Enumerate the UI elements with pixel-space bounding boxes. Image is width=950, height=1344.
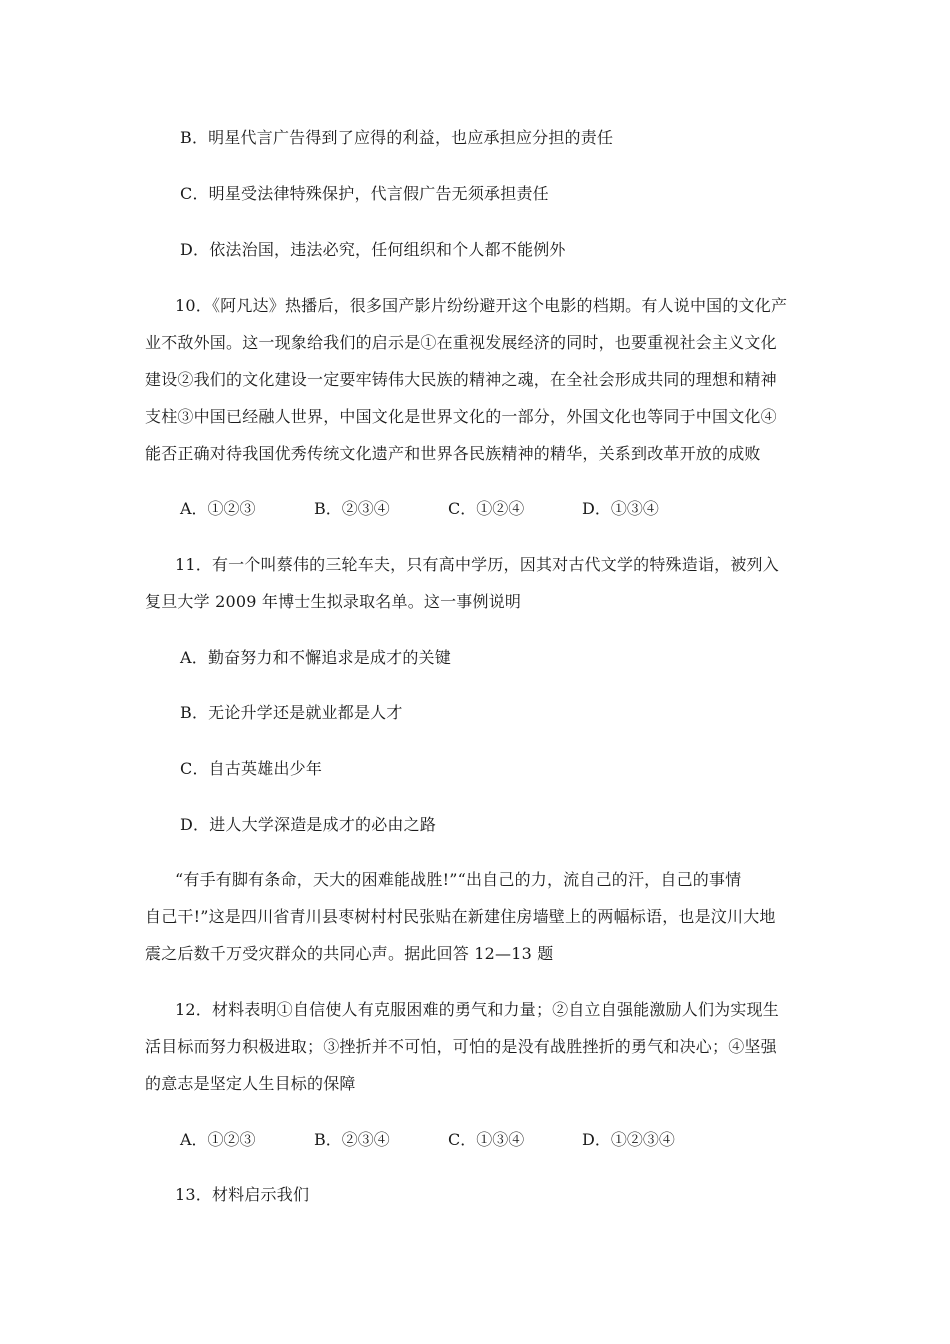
q12-option-a: A．①②③ (180, 1130, 256, 1149)
q9-option-b: B．明星代言广告得到了应得的利益，也应承担应分担的责任 (180, 128, 614, 147)
material-line: 自己干!”这是四川省青川县枣树村村民张贴在新建住房墙壁上的两幅标语，也是汶川大地 (145, 907, 776, 926)
material-line: “有手有脚有条命，天大的困难能战胜!”“出自己的力，流自己的汗，自己的事情 (175, 870, 742, 889)
material-line: 震之后数千万受灾群众的共同心声。据此回答 12—13 题 (145, 944, 554, 963)
q9-option-d: D．依法治国，违法必究，任何组织和个人都不能例外 (180, 240, 566, 259)
q9-option-c: C．明星受法律特殊保护，代言假广告无须承担责任 (180, 184, 549, 203)
q10-options (0, 499, 950, 519)
q11-option-c: C．自古英雄出少年 (180, 759, 323, 778)
q13-stem: 13．材料启示我们 (175, 1185, 310, 1204)
q12-stem-line: 12．材料表明①自信使人有克服困难的勇气和力量；②自立自强能激励人们为实现生 (175, 1000, 779, 1019)
q10-stem-line: 能否正确对待我国优秀传统文化遗产和世界各民族精神的精华，关系到改革开放的成败 (145, 444, 761, 463)
q10-option-c: C．①②④ (448, 499, 525, 518)
q11-stem-line: 11．有一个叫蔡伟的三轮车夫，只有高中学历，因其对古代文学的特殊造诣，被列入 (175, 555, 779, 574)
q11-option-b: B．无论升学还是就业都是人才 (180, 703, 403, 722)
q12-option-b: B．②③④ (314, 1130, 390, 1149)
q10-stem-line: 业不敌外国。这一现象给我们的启示是①在重视发展经济的同时，也要重视社会主义文化 (145, 333, 777, 352)
q12-stem-line: 活目标而努力积极进取；③挫折并不可怕，可怕的是没有战胜挫折的勇气和决心；④坚强 (145, 1037, 777, 1056)
q11-stem-line: 复旦大学 2009 年博士生拟录取名单。这一事例说明 (145, 592, 522, 611)
q11-option-a: A．勤奋努力和不懈追求是成才的关键 (180, 648, 451, 667)
q12-option-d: D．①②③④ (582, 1130, 675, 1149)
q10-stem-line: 支柱③中国已经融人世界，中国文化是世界文化的一部分，外国文化也等同于中国文化④ (145, 407, 777, 426)
q10-stem-line: 建设②我们的文化建设一定要牢铸伟大民族的精神之魂，在全社会形成共同的理想和精神 (145, 370, 777, 389)
q11-option-d: D．进人大学深造是成才的必由之路 (180, 815, 437, 834)
q10-option-b: B．②③④ (314, 499, 390, 518)
q12-option-c: C．①③④ (448, 1130, 525, 1149)
q10-stem-line: 10．《阿凡达》热播后，很多国产影片纷纷避开这个电影的档期。有人说中国的文化产 (175, 296, 788, 315)
q10-option-d: D．①③④ (582, 499, 659, 518)
q10-option-a: A．①②③ (180, 499, 256, 518)
q12-stem-line: 的意志是坚定人生目标的保障 (145, 1074, 356, 1093)
q12-options (0, 1130, 950, 1150)
